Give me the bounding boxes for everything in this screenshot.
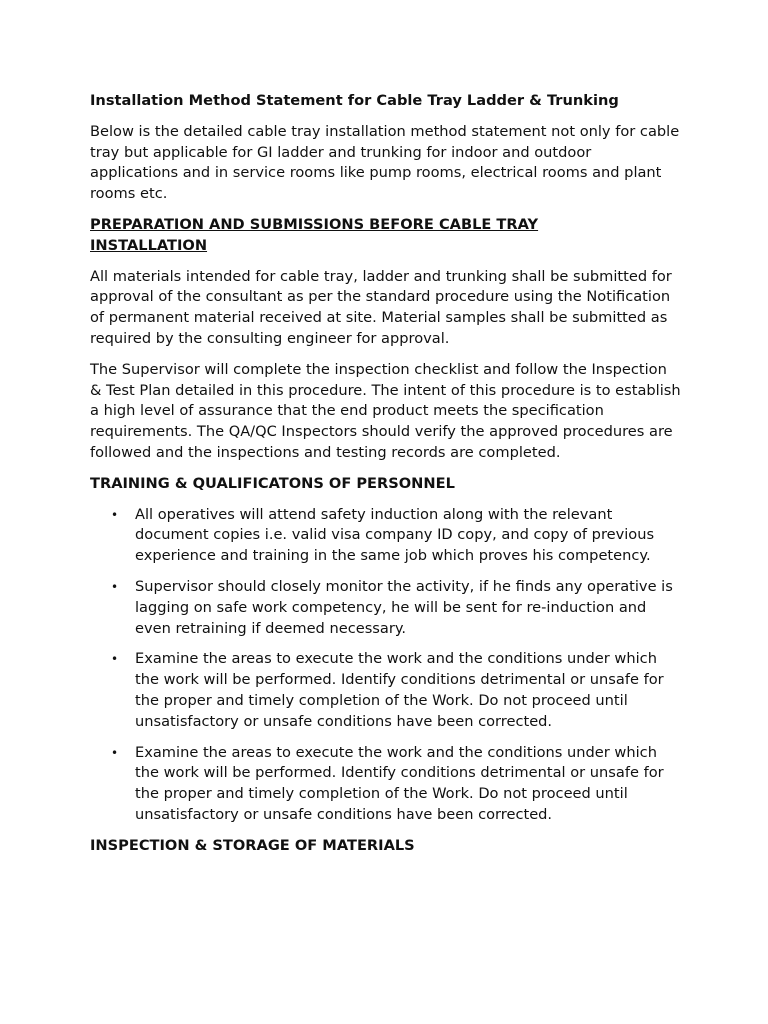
list-item xyxy=(90,743,682,826)
list-item xyxy=(90,577,682,639)
list-item xyxy=(90,505,682,567)
list-item-text: Examine the areas to execute the work and the conditions under which the work will be performed. Identify conditions detrimental or unsafe for the proper and timely completion of the Work. Do not proceed until unsatisfactory or unsafe conditions have been corrected. xyxy=(135,743,664,823)
list-item-text: Supervisor should closely monitor the activity, if he finds any operative is lagging on safe work competency, he will be sent for re-induction and even retraining if deemed necessary. xyxy=(135,577,673,637)
section-heading-preparation-line1: PREPARATION AND SUBMISSIONS BEFORE CABLE TRAY xyxy=(90,215,539,233)
bullet-icon: • xyxy=(111,579,119,594)
training-bullet-list xyxy=(90,505,682,826)
list-item-text: Examine the areas to execute the work and the conditions under which the work will be performed. Identify conditions detrimental or unsafe for the proper and timely completion of the Work. Do not proceed until unsatisfactory or unsafe conditions have been corrected. xyxy=(135,650,664,730)
section-heading-preparation xyxy=(90,215,682,257)
list-item-text: All operatives will attend safety induction along with the relevant document copies i.e. valid visa company ID copy, and copy of previous experience and training in the same job which proves his competency. xyxy=(135,505,655,565)
section-heading-training: TRAINING & QUALIFICATONS OF PERSONNEL xyxy=(90,474,455,492)
document-title: Installation Method Statement for Cable Tray Ladder & Trunking xyxy=(90,92,619,109)
list-item xyxy=(90,649,682,732)
bullet-icon: • xyxy=(111,745,119,760)
section-heading-preparation-line2: INSTALLATION xyxy=(90,236,208,254)
preparation-paragraph-2: The Supervisor will complete the inspection checklist and follow the Inspection & Test Plan detailed in this procedure. The intent of this procedure is to establish a high level of assurance that the end product meets the specification requirements. The QA/QC Inspectors should verify the approved procedures are followed and the inspections and testing records are completed. xyxy=(90,360,681,461)
section-heading-inspection-storage: INSPECTION & STORAGE OF MATERIALS xyxy=(90,836,415,854)
bullet-icon: • xyxy=(111,507,119,522)
bullet-icon: • xyxy=(111,652,119,667)
intro-paragraph: Below is the detailed cable tray installation method statement not only for cable tray but applicable for GI ladder and trunking for indoor and outdoor applications and in service rooms like pump rooms, electrical rooms and plant rooms etc. xyxy=(90,122,680,203)
preparation-paragraph-1: All materials intended for cable tray, ladder and trunking shall be submitted for approval of the consultant as per the standard procedure using the Notification of permanent material received at site. Material samples shall be submitted as required by the consulting engineer for approval. xyxy=(90,267,672,347)
